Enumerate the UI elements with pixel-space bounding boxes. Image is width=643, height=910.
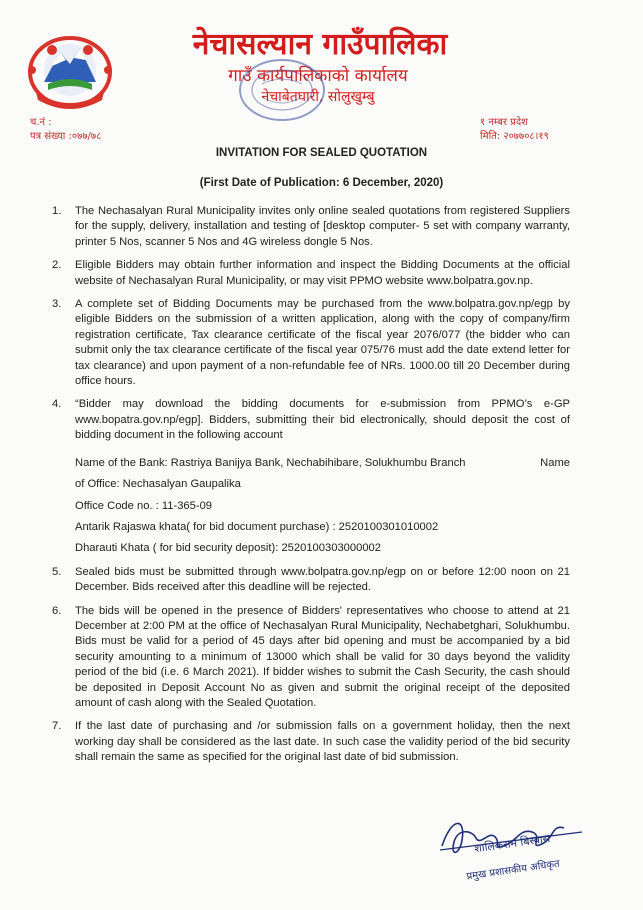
office-name: गाउँ कार्यपालिकाको कार्यालय xyxy=(228,66,408,86)
item-text: Sealed bids must be submitted through www.bolpatra.gov.np/egp on or before 12:00 noon on 21 December. Bids received after this deadline will be rejected. xyxy=(75,565,570,594)
signatory-name: शालिकराम बिस्वास xyxy=(473,831,551,856)
list-item xyxy=(52,719,570,765)
province-label: १ नम्बर प्रदेश xyxy=(480,117,528,128)
list-item xyxy=(52,258,570,289)
item-number: 2. xyxy=(52,259,62,272)
reference-label: च.नं : xyxy=(30,117,52,128)
item-text: A complete set of Bidding Documents may be purchased from the www.bolpatra.gov.np/egp by eligible Bidders on the submission of a written application, along with the copy of company/firm registration certificate, Tax clearance certificate of the fiscal year 2076/077 (the bidder who can submit only the tax clearance certificate of the fiscal year 075/76 must add the date extend letter for tax clearance) and upon payment of a non-refundable fee of NRs. 1000.00 till 20 December during office hours. xyxy=(75,298,570,388)
list-item xyxy=(52,297,570,389)
office-name-line: of Office: Nechasalyan Gaupalika xyxy=(75,478,241,491)
office-code: Office Code no. : 11-365-09 xyxy=(75,499,213,512)
handwritten-signature xyxy=(432,806,602,896)
bank-name: Name of the Bank: Rastriya Banijya Bank, Nechabihibare, Solukhumbu Branch xyxy=(75,456,466,469)
list-item xyxy=(52,397,570,556)
office-address: नेचाबेतघारी, सोलुखुम्बु xyxy=(261,89,375,105)
item-number: 3. xyxy=(52,298,62,311)
bank-name-line xyxy=(75,456,570,471)
item-text: The Nechasalyan Rural Municipality invites only online sealed quotations from registered Suppliers for the supply, delivery, installation and testing of [desktop computer- 5 set with company warranty, printer 5 Nos, scanner 5 Nos and 4G wireless dongle 5 Nos. xyxy=(75,205,570,248)
date-block xyxy=(480,116,549,144)
official-stamp-seal xyxy=(222,54,342,126)
item-text: Eligible Bidders may obtain further information and inspect the Bidding Documents at the official website of Nechasalyan Rural Municipality, or may visit PPMO website www.bolpatra.gov.np. xyxy=(75,259,570,287)
letter-number: पत्र संख्या :०७७/७८ xyxy=(30,131,102,142)
list-item xyxy=(52,565,570,596)
item-text: The bids will be opened in the presence of Bidders' representatives who choose to attend at 21 December at 2:00 PM at the office of Nechasalyan Rural Municipality, Nechabetghari, Solukhumbu. Bids must be valid for a period of 45 days after bid opening and must be accompanied by a bid security amounting to a minimum of 13000 which shall be valid for 30 days beyond the validity period of the bid (i.e. 6 March 2021). If bidder wishes to submit the Cash Security, the cash should be deposited in Deposit Account No as given and submit the original receipt of the deposited amount of cash along with the Sealed Quotation. xyxy=(75,604,570,709)
item-number: 6. xyxy=(52,604,62,617)
government-emblem-logo xyxy=(22,30,118,116)
publication-date: (First Date of Publication: 6 December, 2020) xyxy=(199,177,444,189)
item-number: 5. xyxy=(52,565,62,578)
revenue-account: Antarik Rajaswa khata( for bid document purchase) : 2520100301010002 xyxy=(75,520,439,533)
list-item xyxy=(52,204,570,250)
letter-date: मिति: २०७७०८।१९ xyxy=(480,131,549,142)
item-number: 4. xyxy=(52,398,62,411)
item-number: 1. xyxy=(52,205,62,217)
security-account: Dharauti Khata ( for bid security deposit): 2520100303000002 xyxy=(75,542,381,555)
bank-details xyxy=(75,456,570,557)
document-title: INVITATION FOR SEALED QUOTATION xyxy=(215,147,428,159)
item-text: If the last date of purchasing and /or submission falls on a government holiday, then the next working day shall be considered as the last date. In such case the validity period of the bid security shall remain the same as specified for the original last date of bid submission. xyxy=(75,720,570,764)
signatory-title: प्रमुख प्रशासकीय अधिकृत xyxy=(465,858,561,883)
reference-block xyxy=(30,116,101,144)
municipality-name: नेचासल्यान गाउँपालिका xyxy=(192,27,448,62)
item-number: 7. xyxy=(52,720,62,733)
list-item xyxy=(52,604,570,712)
notice-body xyxy=(52,204,570,774)
bank-line-end: Name xyxy=(540,456,570,469)
item-text: “Bidder may download the bidding documents for e-submission from PPMO’s e-GP www.bopatra.gov.np/egp]. Bidders, submitting their bid electronically, should deposit the cost of bidding document in the following account xyxy=(75,398,570,442)
